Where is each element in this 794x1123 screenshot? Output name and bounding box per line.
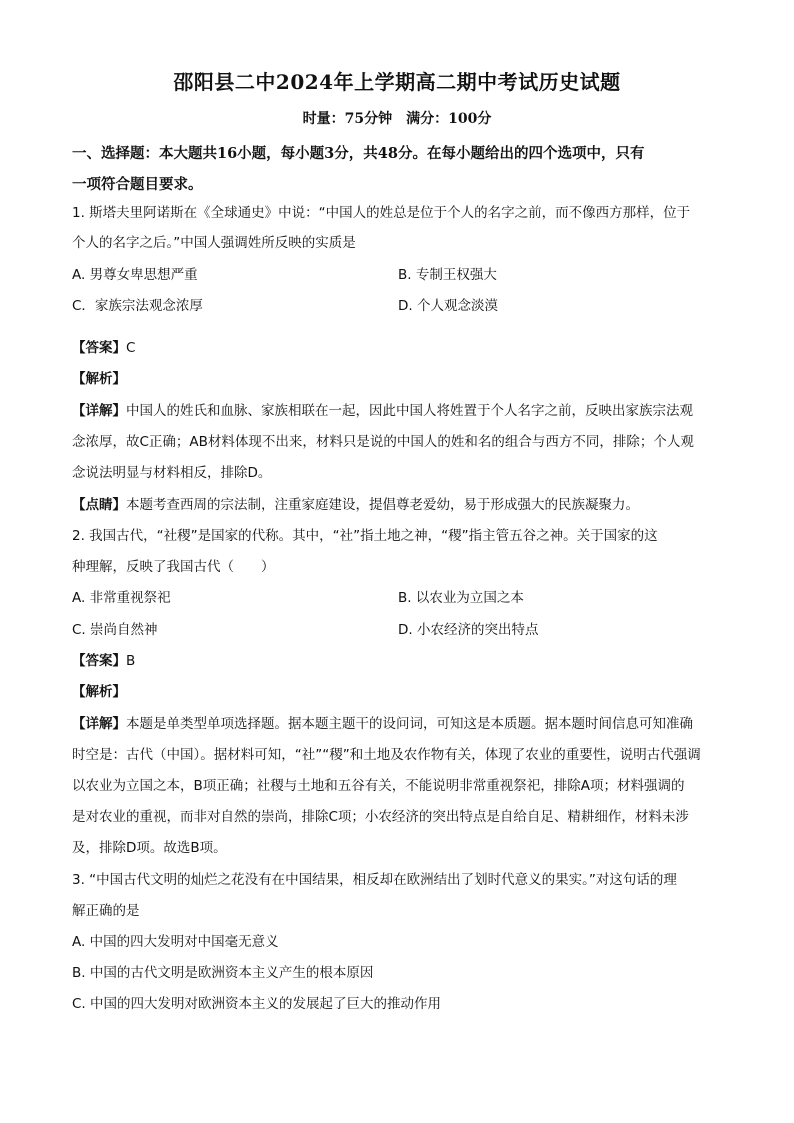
answer-tag: 【答案】: [72, 653, 126, 669]
detail-text: 中国人的姓氏和血脉、家族相联在一起，因此中国人将姓置于个人名字之前，反映出家族宗法观: [126, 403, 693, 419]
q1-analysis-tag: [72, 369, 732, 389]
q3-stem-line-2: 解正确的是: [72, 903, 140, 919]
q2-analysis-tag: [72, 682, 732, 702]
point-text: 本题考查西周的宗法制，注重家庭建设，提倡尊老爱幼，易于形成强大的民族凝聚力。: [126, 497, 639, 513]
answer-value: C: [126, 340, 136, 356]
q1-detail-line-1: [72, 401, 732, 421]
q2-option-d: D. 小农经济的突出特点: [398, 622, 539, 638]
point-tag: 【点睛】: [72, 497, 126, 513]
q2-option-c: C. 崇尚自然神: [72, 622, 158, 638]
detail-text: 本题是单类型单项选择题。据本题主题干的设问词，可知这是本质题。据本题时间信息可知准确: [126, 716, 693, 732]
q1-stem-line-1: 1. 斯塔夫里阿诺斯在《全球通史》中说：“中国人的姓总是位于个人的名字之前，而不像西方那样，位于: [72, 205, 691, 221]
section-instructions: [72, 138, 722, 200]
q2-option-b: B. 以农业为立国之本: [398, 590, 524, 606]
detail-tag: 【详解】: [72, 403, 126, 419]
q1-option-b: B. 专制王权强大: [398, 267, 497, 283]
q1-option-a: A. 男尊女卑思想严重: [72, 267, 198, 283]
q1-stem-line-2: 个人的名字之后。”中国人强调姓所反映的实质是: [72, 235, 356, 251]
analysis-tag: 【解析】: [72, 684, 126, 700]
q2-stem-line-2: 种理解，反映了我国古代（ ）: [72, 559, 275, 575]
analysis-tag: 【解析】: [72, 371, 126, 387]
q2-stem-line-1: 2. 我国古代，“社稷”是国家的代称。其中，“社”指土地之神，“稷”指主管五谷之神。关于国家的这: [72, 528, 658, 544]
q2-option-a: A. 非常重视祭祀: [72, 590, 171, 606]
q3-stem-line-1: 3. “中国古代文明的灿烂之花没有在中国结果，相反却在欧洲结出了划时代意义的果实。”对这句话的理: [72, 872, 677, 888]
section-line-2: 一项符合题目要求。: [72, 176, 203, 193]
q2-detail-line-1: [72, 714, 732, 734]
q2-detail-line-2: 时空是：古代（中国）。据材料可知，“社”“稷”和土地及农作物有关，体现了农业的重要性，说明古代强调: [72, 747, 701, 763]
q1-answer: [72, 338, 732, 358]
q3-option-b: B. 中国的古代文明是欧洲资本主义产生的根本原因: [72, 965, 374, 981]
q1-detail-line-3: 念说法明显与材料相反，排除D。: [72, 465, 272, 481]
q1-point: [72, 495, 732, 515]
answer-tag: 【答案】: [72, 340, 126, 356]
q2-detail-line-5: 及，排除D项。故选B项。: [72, 840, 227, 856]
q2-detail-line-3: 以农业为立国之本，B项正确；社稷与土地和五谷有关，不能说明非常重视祭祀，排除A项；材料强调的: [72, 778, 685, 794]
q2-detail-line-4: 是对农业的重视，而非对自然的崇尚，排除C项；小农经济的突出特点是自给自足、精耕细作，材料未涉: [72, 809, 689, 825]
q1-option-c: C．家族宗法观念浓厚: [72, 298, 203, 314]
detail-tag: 【详解】: [72, 716, 126, 732]
q3-option-a: A. 中国的四大发明对中国毫无意义: [72, 934, 279, 950]
q1-detail-line-2: 念浓厚，故C正确；AB材料体现不出来，材料只是说的中国人的姓和名的组合与西方不同，排除；个人观: [72, 434, 694, 450]
q2-answer: [72, 651, 732, 671]
q3-option-c: C. 中国的四大发明对欧洲资本主义的发展起了巨大的推动作用: [72, 996, 442, 1012]
answer-value: B: [126, 653, 136, 669]
exam-time-score: 时量：75分钟 满分：100分: [302, 111, 492, 127]
q1-option-d: D. 个人观念淡漠: [398, 298, 498, 314]
section-line-1: 一、选择题：本大题共16小题，每小题3分，共48分。在每小题给出的四个选项中，只有: [72, 145, 645, 162]
page-title: 邵阳县二中2024年上学期高二期中考试历史试题: [173, 70, 621, 94]
